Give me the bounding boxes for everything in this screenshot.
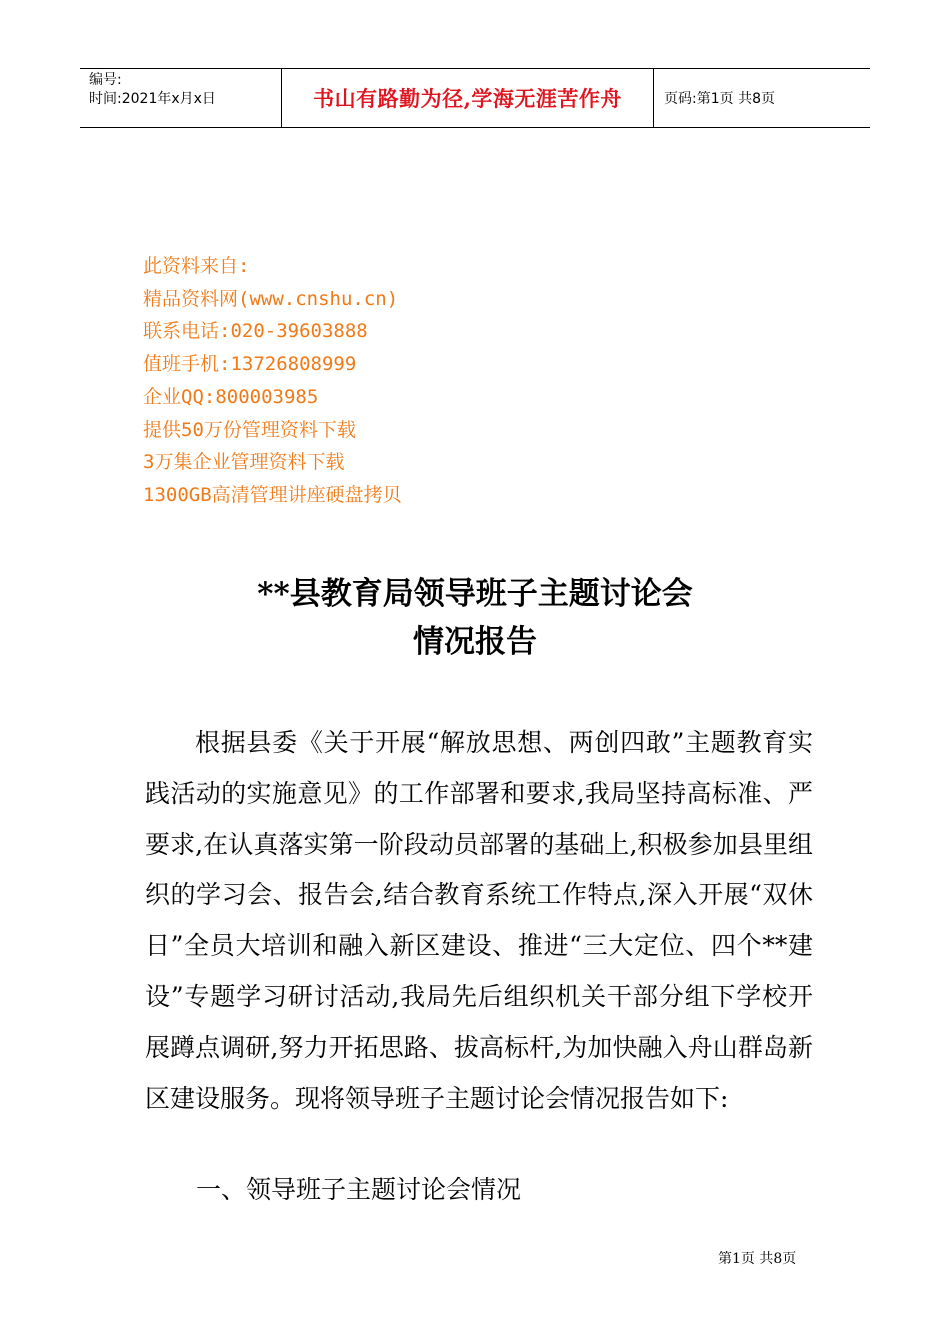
- source-info-line: 1300GB高清管理讲座硬盘拷贝: [143, 483, 402, 506]
- source-info-line: 值班手机:13726808999: [143, 353, 357, 376]
- section-heading: 一、领导班子主题讨论会情况: [196, 1175, 522, 1204]
- document-header: [80, 68, 870, 128]
- source-info-line: 联系电话:020-39603888: [143, 320, 368, 343]
- source-info-block: [143, 250, 402, 512]
- header-meta-cell: [80, 69, 282, 127]
- document-body: [145, 718, 813, 1124]
- header-page-info: 页码:第1页 共8页: [664, 91, 775, 107]
- header-time-label: 时间:2021年x月x日: [89, 91, 216, 107]
- source-info-line: 精品资料网(www.cnshu.cn): [143, 287, 399, 310]
- source-info-line: 企业QQ:800003985: [143, 385, 319, 408]
- header-motto: 书山有路勤为径,学海无涯苦作舟: [282, 69, 654, 127]
- source-info-line: 此资料来自:: [143, 255, 250, 277]
- header-number-label: 编号:: [89, 72, 122, 88]
- page-footer: 第1页 共8页: [718, 1251, 797, 1267]
- document-title-line1: **县教育局领导班子主题讨论会: [257, 576, 693, 612]
- body-paragraph: 根据县委《关于开展“解放思想、两创四敢”主题教育实践活动的实施意见》的工作部署和要求,我局坚持高标准、严要求,在认真落实第一阶段动员部署的基础上,积极参加县里组织的学习会、报告会,结合教育系统工作特点,深入开展“双休日”全员大培训和融入新区建设、推进“三大定位、四个**建设”专题学习研讨活动,我局先后组织机关干部分组下学校开展蹲点调研,努力开拓思路、拔高标杆,为加快融入舟山群岛新区建设服务。现将领导班子主题讨论会情况报告如下:: [145, 728, 813, 1113]
- source-info-line: 3万集企业管理资料下载: [143, 451, 345, 474]
- document-title-line2: 情况报告: [413, 624, 537, 660]
- source-info-line: 提供50万份管理资料下载: [143, 418, 356, 441]
